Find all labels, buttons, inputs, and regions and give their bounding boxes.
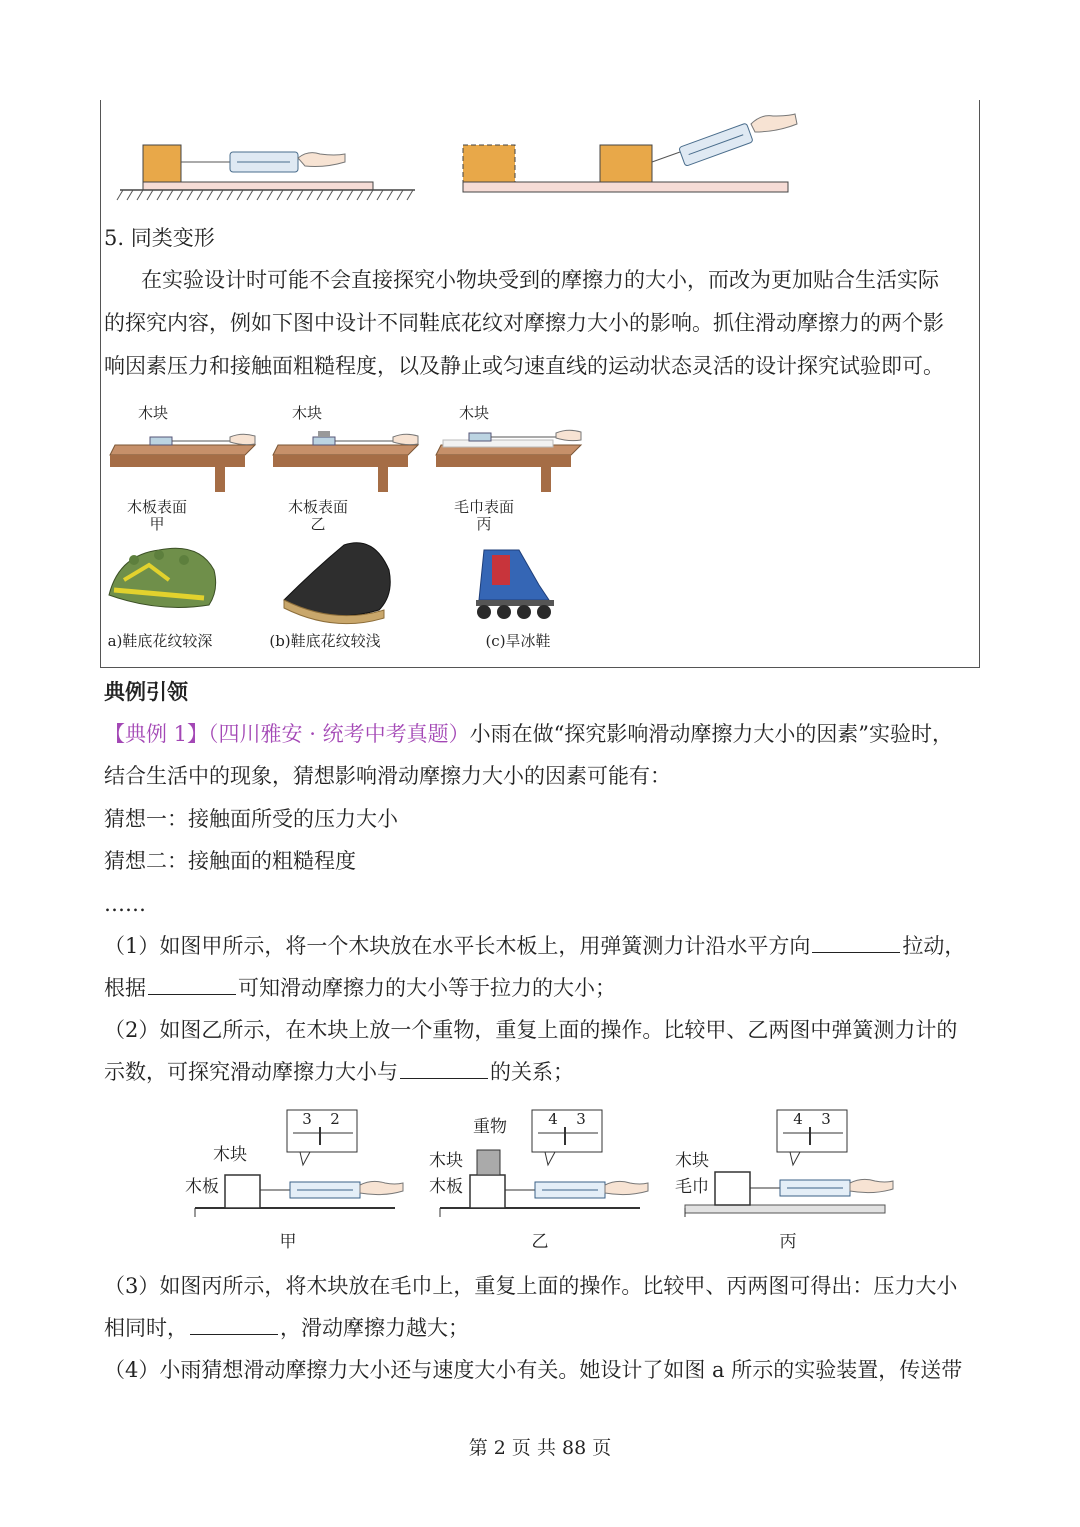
table-bing-top-label: 木块 [458,404,490,422]
bing-scale-right: 3 [821,1110,831,1128]
example-tag: 【典例 1】 [104,722,209,746]
question-1-line-1 [104,932,965,960]
table-jia-top-label: 木块 [137,404,169,422]
shoe-figures [104,540,564,625]
yi-scale-left: 4 [548,1110,558,1128]
q1-text-c: 根据 [104,976,146,1000]
yi-block-label: 木块 [429,1151,463,1171]
guess-2: 猜想二：接触面的粗糙程度 [104,849,356,873]
flat-shoe-image [284,543,390,624]
bing-surface-label: 毛巾 [675,1177,709,1197]
example-line-1-rest: 小雨在做“探究影响滑动摩擦力大小的因素”实验时， [469,722,954,746]
example-line-1 [104,720,953,748]
paragraph-line-3: 响因素压力和接触面粗糙程度，以及静止或匀速直线的运动状态灵活的设计探究试验即可。 [104,354,944,378]
table-figure-yi [273,431,418,492]
ellipsis: …… [104,892,146,916]
table-yi-name: 乙 [310,515,326,533]
trail-shoe-image [109,548,216,607]
example-source: （四川雅安 · 统考中考真题） [208,722,470,746]
table-figure-bing [436,430,581,492]
shoe-a-caption: a)鞋底花纹较深 [107,632,213,650]
q1-text-a: （1）如图甲所示，将一个木块放在水平长木板上，用弹簧测力计沿水平方向 [104,934,811,958]
yi-scale-right: 3 [576,1110,586,1128]
shoe-c-caption: (c)旱冰鞋 [485,632,551,650]
q3-text-c: ，滑动摩擦力越大； [280,1316,469,1340]
bing-scale-left: 4 [793,1110,803,1128]
table-jia-name: 甲 [149,515,165,533]
jia-scale-left: 3 [302,1110,312,1128]
jia-surface-label: 木板 [185,1177,219,1197]
guess-1: 猜想一：接触面所受的压力大小 [104,807,398,831]
question-3-line-1: （3）如图丙所示，将木块放在毛巾上，重复上面的操作。比较甲、丙两图可得出：压力大小 [104,1274,958,1298]
yi-name: 乙 [531,1232,549,1252]
table-jia-surface: 木板表面 [126,498,188,516]
table-yi-surface: 木板表面 [287,498,349,516]
q1-blank-2 [148,974,236,995]
table-figure-jia [110,434,255,492]
experiment-figure-yi [440,1110,648,1217]
shoe-b-caption: (b)鞋底花纹较浅 [269,632,381,650]
table-figures [105,400,595,495]
paragraph-line-1: 在实验设计时可能不会直接探究小物块受到的摩擦力的大小，而改为更加贴合生活实际 [141,268,939,292]
question-1-line-2 [104,974,616,1002]
jia-block-label: 木块 [213,1145,247,1165]
question-3-line-2 [104,1314,469,1342]
q2-text-b: 示数，可探究滑动摩擦力大小与 [104,1060,398,1084]
example-line-2: 结合生活中的现象，猜想影响滑动摩擦力大小的因素可能有： [104,764,671,788]
q1-text-d: 可知滑动摩擦力的大小等于拉力的大小； [238,976,616,1000]
page-footer: 第 2 页 共 88 页 [468,1437,612,1459]
q2-blank [400,1058,488,1079]
section-title: 5. 同类变形 [104,226,215,250]
q2-text-c: 的关系； [490,1060,574,1084]
q3-text-b: 相同时， [104,1316,188,1340]
q1-text-b: 拉动， [902,934,966,958]
paragraph-line-2: 的探究内容，例如下图中设计不同鞋底花纹对摩擦力大小的影响。抓住滑动摩擦力的两个影 [104,311,944,335]
question-2-line-2 [104,1058,574,1086]
table-yi-top-label: 木块 [291,404,323,422]
yi-weight-label: 重物 [473,1117,507,1137]
q3-blank [190,1314,278,1335]
experiment-figure-bing [685,1110,893,1217]
q1-blank-1 [812,932,900,953]
question-4-line-1: （4）小雨猜想滑动摩擦力大小还与速度大小有关。她设计了如图 a 所示的实验装置，传送带 [104,1358,963,1382]
table-bing-surface: 毛巾表面 [453,498,515,516]
top-diagram-left [117,145,415,200]
bing-name: 丙 [779,1232,797,1252]
top-diagrams [115,110,805,210]
top-diagram-right [463,114,797,192]
yi-surface-label: 木板 [429,1177,463,1197]
roller-skate-image [476,550,554,619]
bing-block-label: 木块 [675,1151,709,1171]
jia-scale-right: 2 [330,1110,340,1128]
example-heading: 典例引领 [104,679,188,704]
question-2-line-1: （2）如图乙所示，在木块上放一个重物，重复上面的操作。比较甲、乙两图中弹簧测力计的 [104,1018,958,1042]
table-bing-name: 丙 [476,515,492,533]
jia-name: 甲 [279,1232,297,1252]
